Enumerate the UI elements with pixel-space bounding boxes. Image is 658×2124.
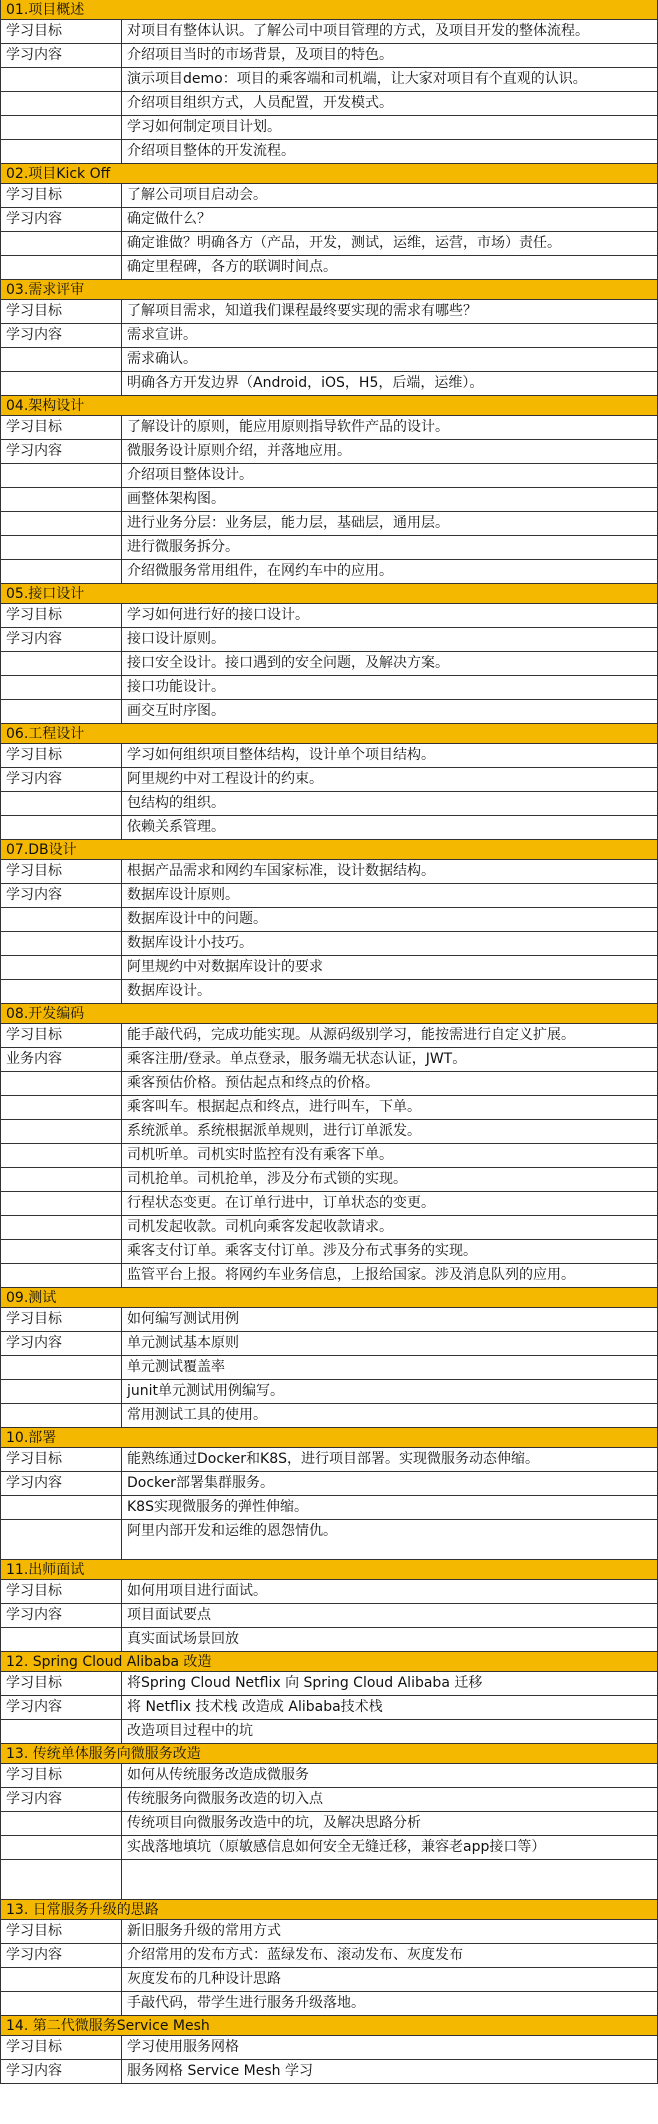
row-value [121,1860,657,1899]
row-value: 乘客注册/登录。单点登录，服务端无状态认证，JWT。 [121,1048,657,1071]
row-label [1,116,121,139]
row-label [1,512,121,535]
table-row [1,1860,658,1900]
table-row [1,324,658,348]
table-row [1,208,658,232]
row-label [1,676,121,699]
table-row [1,1332,658,1356]
table-row [1,1024,658,1048]
row-value: 改造项目过程中的坑 [121,1720,657,1743]
table-row [1,1264,658,1288]
table-row [1,20,658,44]
row-value: 司机发起收款。司机向乘客发起收款请求。 [121,1216,657,1239]
row-label [1,1812,121,1835]
row-value: junit单元测试用例编写。 [121,1380,657,1403]
row-label: 学习内容 [6,327,62,343]
row-value: 根据产品需求和网约车国家标准，设计数据结构。 [121,860,657,883]
table-row [1,140,658,164]
table-row [1,348,658,372]
row-value: 进行微服务拆分。 [121,536,657,559]
table-row [1,1720,658,1744]
table-row [1,464,658,488]
row-label [1,932,121,955]
row-value: 监管平台上报。将网约车业务信息，上报给国家。涉及消息队列的应用。 [121,1264,657,1287]
table-row [1,1520,658,1560]
section-title: 07.DB设计 [1,840,658,860]
row-value: 了解设计的原则，能应用原则指导软件产品的设计。 [121,416,657,439]
section-title: 01.项目概述 [1,0,658,20]
row-value: 接口设计原则。 [121,628,657,651]
table-row [1,440,658,464]
row-value: 学习使用服务网格 [121,2036,657,2059]
table-row [1,1216,658,1240]
row-label [1,1860,121,1899]
section-title: 11.出师面试 [1,1560,658,1580]
table-row [1,2036,658,2060]
row-label [1,1836,121,1859]
row-label: 学习目标 [6,2039,62,2055]
table-row [1,1144,658,1168]
row-label: 学习内容 [6,1335,62,1351]
row-value: 灰度发布的几种设计思路 [121,1968,657,1991]
table-row [1,816,658,840]
row-value: 需求确认。 [121,348,657,371]
row-value: 如何用项目进行面试。 [121,1580,657,1603]
row-value: 数据库设计中的问题。 [121,908,657,931]
row-value: 介绍常用的发布方式：蓝绿发布、滚动发布、灰度发布 [121,1944,657,1967]
row-value: K8S实现微服务的弹性伸缩。 [121,1496,657,1519]
row-label: 学习内容 [6,1947,62,1963]
table-row [1,1356,658,1380]
table-row [1,560,658,584]
section-title: 03.需求评审 [1,280,658,300]
section-title: 09.测试 [1,1288,658,1308]
table-row [1,1604,658,1628]
row-label: 业务内容 [6,1051,62,1067]
row-label: 学习内容 [6,47,62,63]
table-row [1,536,658,560]
table-row [1,68,658,92]
table-row [1,488,658,512]
section-title: 13. 传统单体服务向微服务改造 [1,1744,658,1764]
row-label: 学习内容 [6,1699,62,1715]
row-label: 学习目标 [6,1451,62,1467]
row-value: 介绍项目当时的市场背景，及项目的特色。 [121,44,657,67]
row-label [1,1192,121,1215]
section-title: 10.部署 [1,1428,658,1448]
row-label: 学习内容 [6,887,62,903]
row-value: 手敲代码，带学生进行服务升级落地。 [121,1992,657,2015]
section-title: 04.架构设计 [1,396,658,416]
row-value: 单元测试基本原则 [121,1332,657,1355]
row-label: 学习目标 [6,1311,62,1327]
row-label [1,140,121,163]
row-label [1,1240,121,1263]
row-label: 学习目标 [6,607,62,623]
row-value: 项目面试要点 [121,1604,657,1627]
row-value: 确定里程碑，各方的联调时间点。 [121,256,657,279]
row-label [1,68,121,91]
section-title: 06.工程设计 [1,724,658,744]
row-value: 演示项目demo：项目的乘客端和司机端，让大家对项目有个直观的认识。 [121,68,657,91]
row-value: 数据库设计。 [121,980,657,1003]
row-label [1,980,121,1003]
row-value: 能熟练通过Docker和K8S，进行项目部署。实现微服务动态伸缩。 [121,1448,657,1471]
row-label [1,560,121,583]
row-label: 学习目标 [6,1767,62,1783]
row-value: 进行业务分层：业务层，能力层，基础层，通用层。 [121,512,657,535]
row-value: 将Spring Cloud Netflix 向 Spring Cloud Alibaba 迁移 [121,1672,657,1695]
row-value: 包结构的组织。 [121,792,657,815]
row-value: 司机听单。司机实时监控有没有乘客下单。 [121,1144,657,1167]
row-label: 学习目标 [6,863,62,879]
table-row [1,956,658,980]
row-value: 系统派单。系统根据派单规则，进行订单派发。 [121,1120,657,1143]
row-label [1,816,121,839]
table-row [1,1496,658,1520]
row-value: 如何从传统服务改造成微服务 [121,1764,657,1787]
row-value: 服务网格 Service Mesh 学习 [121,2060,657,2083]
row-label: 学习目标 [6,1583,62,1599]
row-label [1,256,121,279]
table-row [1,1920,658,1944]
section-title: 05.接口设计 [1,584,658,604]
row-value: 学习如何组织项目整体结构，设计单个项目结构。 [121,744,657,767]
row-label [1,1992,121,2015]
table-row [1,1072,658,1096]
table-row [1,1628,658,1652]
row-value: 接口安全设计。接口遇到的安全问题，及解决方案。 [121,652,657,675]
table-row [1,92,658,116]
row-value: 传统服务向微服务改造的切入点 [121,1788,657,1811]
row-label [1,536,121,559]
row-label [1,92,121,115]
table-row [1,2060,658,2084]
row-value: 画交互时序图。 [121,700,657,723]
row-value: 数据库设计小技巧。 [121,932,657,955]
row-label [1,1968,121,1991]
row-value: 微服务设计原则介绍，并落地应用。 [121,440,657,463]
row-value: 传统项目向微服务改造中的坑，及解决思路分析 [121,1812,657,1835]
row-value: 常用测试工具的使用。 [121,1404,657,1427]
table-row [1,1992,658,2016]
row-value: 阿里规约中对数据库设计的要求 [121,956,657,979]
table-row [1,512,658,536]
section-title: 02.项目Kick Off [1,164,658,184]
table-row [1,676,658,700]
table-row [1,700,658,724]
row-value: 学习如何进行好的接口设计。 [121,604,657,627]
row-label: 学习内容 [6,1607,62,1623]
table-row [1,372,658,396]
row-label [1,1496,121,1519]
row-label: 学习内容 [6,631,62,647]
table-row [1,184,658,208]
section-title: 14. 第二代微服务Service Mesh [1,2016,658,2036]
row-label: 学习内容 [6,2063,62,2079]
row-label [1,652,121,675]
row-label [1,1628,121,1651]
table-row [1,1448,658,1472]
row-label [1,372,121,395]
row-value: 确定做什么？ [121,208,657,231]
section-title: 13. 日常服务升级的思路 [1,1900,658,1920]
row-label: 学习内容 [6,1475,62,1491]
row-value: 确定谁做？明确各方（产品，开发，测试，运维，运营，市场）责任。 [121,232,657,255]
row-value: 了解项目需求，知道我们课程最终要实现的需求有哪些？ [121,300,657,323]
row-label [1,1356,121,1379]
row-label: 学习目标 [6,1923,62,1939]
row-label [1,1264,121,1287]
row-value: 学习如何制定项目计划。 [121,116,657,139]
table-row [1,1308,658,1332]
table-row [1,1240,658,1264]
row-label: 学习目标 [6,23,62,39]
table-row [1,1812,658,1836]
row-value: 明确各方开发边界（Android，iOS，H5，后端，运维）。 [121,372,657,395]
row-value: 将 Netflix 技术栈 改造成 Alibaba技术栈 [121,1696,657,1719]
row-value: 司机抢单。司机抢单，涉及分布式锁的实现。 [121,1168,657,1191]
row-label [1,1520,121,1559]
row-label: 学习目标 [6,303,62,319]
table-row [1,792,658,816]
row-label [1,488,121,511]
table-row [1,908,658,932]
table-row [1,1168,658,1192]
row-label [1,700,121,723]
row-value: 能手敲代码，完成功能实现。从源码级别学习，能按需进行自定义扩展。 [121,1024,657,1047]
row-label: 学习目标 [6,419,62,435]
section-title: 12. Spring Cloud Alibaba 改造 [1,1652,658,1672]
row-label: 学习内容 [6,443,62,459]
row-label [1,1144,121,1167]
table-row [1,1380,658,1404]
table-row [1,300,658,324]
row-label [1,1168,121,1191]
table-row [1,416,658,440]
table-row [1,1672,658,1696]
table-row [1,980,658,1004]
row-value: 单元测试覆盖率 [121,1356,657,1379]
table-row [1,44,658,68]
row-label: 学习目标 [6,1027,62,1043]
table-row [1,1836,658,1860]
row-label [1,348,121,371]
row-label: 学习目标 [6,747,62,763]
table-row [1,604,658,628]
row-label [1,1072,121,1095]
table-row [1,1404,658,1428]
table-row [1,1096,658,1120]
table-row [1,1944,658,1968]
row-value: 如何编写测试用例 [121,1308,657,1331]
table-row [1,1120,658,1144]
row-label [1,1404,121,1427]
row-label [1,1096,121,1119]
row-label: 学习内容 [6,771,62,787]
row-label [1,1380,121,1403]
row-value: 行程状态变更。在订单行进中，订单状态的变更。 [121,1192,657,1215]
row-label [1,1120,121,1143]
table-row [1,932,658,956]
row-value: 介绍项目整体的开发流程。 [121,140,657,163]
table-row [1,1048,658,1072]
row-value: 对项目有整体认识。了解公司中项目管理的方式，及项目开发的整体流程。 [121,20,657,43]
table-row [1,1192,658,1216]
table-row [1,744,658,768]
row-label: 学习内容 [6,211,62,227]
row-label: 学习内容 [6,1791,62,1807]
row-value: 乘客支付订单。乘客支付订单。涉及分布式事务的实现。 [121,1240,657,1263]
row-label: 学习目标 [6,1675,62,1691]
row-value: Docker部署集群服务。 [121,1472,657,1495]
row-value: 真实面试场景回放 [121,1628,657,1651]
row-label [1,1216,121,1239]
table-row [1,652,658,676]
row-label [1,908,121,931]
row-value: 画整体架构图。 [121,488,657,511]
row-value: 乘客叫车。根据起点和终点，进行叫车，下单。 [121,1096,657,1119]
table-row [1,1472,658,1496]
table-row [1,256,658,280]
table-row [1,1696,658,1720]
table-row [1,232,658,256]
row-label [1,792,121,815]
row-value: 数据库设计原则。 [121,884,657,907]
row-value: 介绍项目组织方式，人员配置，开发模式。 [121,92,657,115]
row-value: 乘客预估价格。预估起点和终点的价格。 [121,1072,657,1095]
table-row [1,628,658,652]
row-label [1,956,121,979]
row-value: 依赖关系管理。 [121,816,657,839]
row-label [1,464,121,487]
row-label: 学习目标 [6,187,62,203]
row-value: 介绍项目整体设计。 [121,464,657,487]
row-value: 介绍微服务常用组件，在网约车中的应用。 [121,560,657,583]
row-value: 了解公司项目启动会。 [121,184,657,207]
section-title: 08.开发编码 [1,1004,658,1024]
row-label [1,232,121,255]
row-value: 阿里规约中对工程设计的约束。 [121,768,657,791]
row-value: 实战落地填坑（原敏感信息如何安全无缝迁移，兼容老app接口等） [121,1836,657,1859]
row-label [1,1720,121,1743]
table-row [1,884,658,908]
row-value: 需求宣讲。 [121,324,657,347]
table-row [1,860,658,884]
table-row [1,1580,658,1604]
row-value: 阿里内部开发和运维的恩怨情仇。 [121,1520,657,1559]
row-value: 新旧服务升级的常用方式 [121,1920,657,1943]
table-row [1,116,658,140]
table-row [1,1788,658,1812]
row-value: 接口功能设计。 [121,676,657,699]
table-row [1,768,658,792]
table-row [1,1764,658,1788]
table-row [1,1968,658,1992]
